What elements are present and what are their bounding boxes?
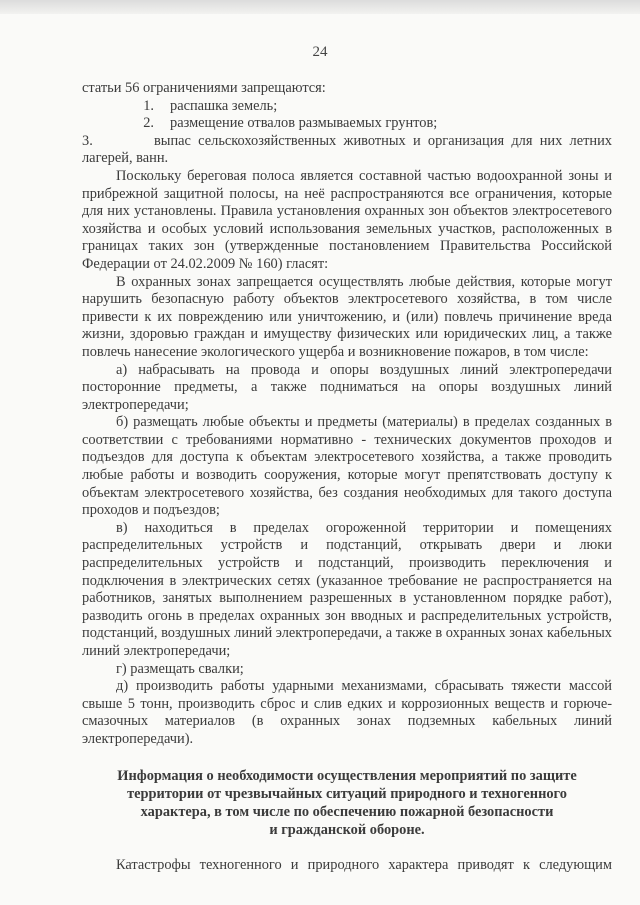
list-text: распашка земель;: [170, 97, 278, 114]
paragraph-disasters: Катастрофы техногенного и природного характера приводят к следующим: [116, 856, 612, 873]
heading-line: Информация о необходимости осуществления мероприятий по защите: [117, 767, 577, 784]
paragraph-item-v: в) находиться в пределах огороженной территории и помещениях распределительных устройств и подстанций, открывать двери и люки распределительных устройств и подстанций, производить переключения и подключения в электрических сетях (указанное требование не распространяется на работников, занятых выполнением разрешенных в установленном порядке работ), разводить огонь в пределах охранных зон вводных и распределительных устройств, подстанций, воздушных линий электропередачи, а также в охранных зонах кабельных линий электропередачи;: [82, 519, 612, 659]
list-number: 1.: [143, 97, 154, 114]
paragraph-item-a: а) набрасывать на провода и опоры воздушных линий электропередачи посторонние предметы, а также подниматься на опоры воздушных линий электропередачи;: [82, 361, 612, 413]
paragraph-item-g: г) размещать свалки;: [116, 660, 244, 677]
paragraph-coastal-strip: Поскольку береговая полоса является составной частью водоохранной зоны и прибрежной защитной полосы, на неё распространяются все ограничения, которые для них установлены. Правила установления охранных зон объектов электросетевого хозяйства и особых условий использования земельных участков, расположенных в границах таких зон (утвержденные постановлением Правительства Российской Федерации от 24.02.2009 № 160) гласят:: [82, 167, 612, 272]
heading-line: и гражданской обороне.: [269, 821, 425, 838]
list-number: 3.: [82, 132, 93, 149]
scan-top-edge: [0, 0, 640, 14]
list-text: размещение отвалов размываемых грунтов;: [170, 115, 438, 132]
page-number: 24: [312, 44, 328, 60]
list-item: [82, 133, 612, 168]
heading-line: территории от чрезвычайных ситуаций природного и техногенного: [127, 785, 567, 802]
heading-line: характера, в том числе по обеспечению пожарной безопасности: [140, 803, 554, 820]
list-item: [82, 115, 612, 133]
list-number: 2.: [143, 115, 154, 132]
document-body: [82, 80, 612, 874]
list-text: выпас сельскохозяйственных животных и организация для них летних лагерей, ванн.: [82, 132, 612, 167]
list-item: [82, 98, 612, 116]
paragraph-protection-zones: В охранных зонах запрещается осуществлять любые действия, которые могут нарушить безопасную работу объектов электросетевого хозяйства, в том числе привести к их повреждению или уничтожению, и (или) повлечь причинение вреда жизни, здоровью граждан и имуществу физических или юридических лиц, а также повлечь нанесение экологического ущерба и возникновение пожаров, в том числе:: [82, 273, 612, 360]
paragraph-item-b: б) размещать любые объекты и предметы (материалы) в пределах созданных в соответствии с требованиями нормативно - технических документов проходов и подъездов для доступа к объектам электросетевого хозяйства, а также проводить любые работы и возводить сооружения, которые могут препятствовать доступу к объектам электросетевого хозяйства, без создания необходимых для такого доступа проходов и подъездов;: [82, 414, 612, 519]
paragraph-item-d: д) производить работы ударными механизмами, сбрасывать тяжести массой свыше 5 тонн, производить сброс и слив едких и коррозионных веществ и горюче-смазочных материалов (в охранных зонах подземных кабельных линий электропередачи).: [82, 678, 612, 747]
section-heading: [82, 767, 612, 839]
intro-line: статьи 56 ограничениями запрещаются:: [82, 80, 326, 96]
